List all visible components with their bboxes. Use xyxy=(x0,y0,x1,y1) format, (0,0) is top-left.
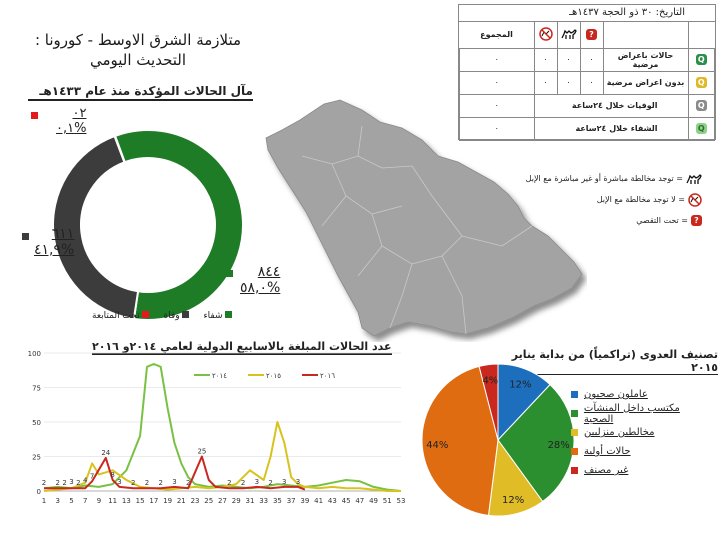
green-case-icon: Q xyxy=(696,54,707,65)
legend-recovery xyxy=(203,311,232,321)
data-label: 2 xyxy=(227,479,232,488)
symptomatic-cell-1: ٠ xyxy=(580,48,603,71)
x-tick-label: 31 xyxy=(245,497,255,505)
recoveries-label: الشفاء خلال ٢٤ساعة xyxy=(534,117,688,140)
pie-legend-swatch xyxy=(571,448,578,455)
x-tick-label: 1 xyxy=(41,497,47,505)
x-tick-label: 45 xyxy=(341,497,351,505)
data-label: 2 xyxy=(158,479,163,488)
pie-legend-item-household xyxy=(571,423,711,442)
x-tick-label: 27 xyxy=(218,497,227,505)
header-icon-cell xyxy=(688,22,715,48)
pie-legend-item-primary xyxy=(571,442,711,461)
asymptomatic-cell-2: ٠ xyxy=(557,71,580,94)
x-tick-label: 47 xyxy=(355,497,365,505)
legend-followup xyxy=(92,311,149,321)
stats-row-asymptomatic xyxy=(460,71,715,94)
pie-legend-item-health-workers xyxy=(571,385,711,404)
deaths-label: الوفيات خلال ٢٤ساعة xyxy=(534,94,688,117)
x-tick-label: 13 xyxy=(121,497,131,505)
x-tick-label: 9 xyxy=(96,497,102,505)
pie-slice-label: 44% xyxy=(426,439,449,451)
x-tick-label: 23 xyxy=(190,497,200,505)
x-tick-label: 15 xyxy=(135,497,145,505)
data-label: 3 xyxy=(172,477,177,486)
legend-label: ٢٠١٥ xyxy=(266,372,282,380)
deaths-icon-cell xyxy=(688,94,715,117)
pie-chart-title: تصنيف العدوى (تراكمياً) من بداية يناير ٢٠١٥ xyxy=(496,348,718,375)
key-camel-row xyxy=(520,168,702,189)
camel-icon xyxy=(686,173,702,185)
asymptomatic-total: ٠ xyxy=(460,71,535,94)
legend-label: ٢٠١٤ xyxy=(212,372,228,380)
x-tick-label: 19 xyxy=(163,497,173,505)
pie-legend-swatch xyxy=(571,391,578,398)
x-tick-label: 51 xyxy=(382,497,392,505)
asymptomatic-icon-cell xyxy=(688,71,715,94)
data-label: 2 xyxy=(131,479,136,488)
followup-swatch xyxy=(31,112,38,119)
data-label: 7 xyxy=(89,472,95,481)
question-icon: ? xyxy=(691,215,702,226)
pie-legend-swatch xyxy=(571,467,578,474)
death-count: ٦١١ xyxy=(51,226,75,242)
pie-legend-swatch xyxy=(571,410,578,417)
title-line-1: متلازمة الشرق الاوسط - كورونا : xyxy=(34,31,242,49)
page-title xyxy=(18,30,258,70)
x-tick-label: 3 xyxy=(55,497,60,505)
death-label xyxy=(34,226,74,258)
data-label: 2 xyxy=(62,479,67,488)
x-tick-label: 11 xyxy=(108,497,118,505)
x-tick-label: 29 xyxy=(231,497,241,505)
pie-legend-text: مخالطين منزليين xyxy=(584,427,655,438)
legend-death xyxy=(163,311,189,321)
x-tick-label: 53 xyxy=(396,497,406,505)
data-label: 2 xyxy=(55,479,60,488)
legend-followup-text: تحت المتابعة xyxy=(92,311,140,321)
x-tick-label: 43 xyxy=(327,497,337,505)
no-camel-icon xyxy=(688,193,702,207)
header-total: المجموع xyxy=(460,22,535,48)
pie-legend-text: حالات أولية xyxy=(584,446,631,457)
stats-table xyxy=(459,22,715,141)
x-tick-label: 33 xyxy=(259,497,269,505)
gray-case-icon: Q xyxy=(696,100,707,111)
followup-label xyxy=(56,106,86,136)
x-tick-label: 37 xyxy=(286,497,296,505)
followup-pct: ٠,١% xyxy=(56,121,87,136)
pie-slice-label: 28% xyxy=(547,439,570,451)
camel-icon xyxy=(561,28,577,40)
y-tick-label: 50 xyxy=(32,419,41,427)
key-investigation-row xyxy=(520,210,702,231)
recoveries-total: ٠ xyxy=(460,117,535,140)
x-tick-label: 7 xyxy=(82,497,88,505)
y-tick-label: 25 xyxy=(32,453,41,462)
recovery-swatch xyxy=(226,270,233,277)
key-no-camel-row xyxy=(520,189,702,210)
asymptomatic-cell-1: ٠ xyxy=(580,71,603,94)
data-label: 4 xyxy=(82,476,88,485)
title-line-2: التحديث اليومي xyxy=(89,51,187,69)
x-tick-label: 49 xyxy=(369,497,378,505)
header-label-cell xyxy=(603,22,688,48)
legend-recovery-swatch xyxy=(225,311,232,318)
pie-legend-text: عاملون صحيون xyxy=(584,389,648,400)
data-label: 3 xyxy=(117,477,122,486)
followup-count: ٠٢ xyxy=(72,106,87,121)
x-tick-label: 39 xyxy=(300,497,310,505)
legend-death-text: وفاة xyxy=(163,311,180,321)
pie-slice-label: 12% xyxy=(502,494,525,506)
question-icon: ? xyxy=(586,29,597,40)
pie-legend-text: غير مصنف xyxy=(584,465,629,476)
icon-key xyxy=(520,168,702,231)
pie-legend xyxy=(571,385,711,480)
pie-slice-label: 4% xyxy=(482,375,499,387)
data-label: 3 xyxy=(282,477,287,486)
x-tick-label: 35 xyxy=(272,497,282,505)
asymptomatic-label: بدون اعراض مرضية xyxy=(603,71,688,94)
data-label: 2 xyxy=(268,479,273,488)
data-label: 2 xyxy=(76,479,81,488)
stats-header-row xyxy=(460,22,715,48)
key-no-camel-text: = لا توجد مخالطة مع الإبل xyxy=(596,195,685,204)
death-swatch xyxy=(22,233,29,240)
legend-followup-swatch xyxy=(142,311,149,318)
infection-classification-pie-chart xyxy=(418,360,578,520)
death-pct: ٤١,٩% xyxy=(34,242,75,258)
y-tick-label: 0 xyxy=(36,488,41,496)
data-label: 3 xyxy=(254,477,260,486)
donut-title: مآل الحالات المؤكدة منذ عام ١٤٣٣هـ xyxy=(28,84,253,101)
legend-recovery-text: شفاء xyxy=(203,311,223,321)
x-tick-label: 21 xyxy=(176,497,186,505)
pie-legend-swatch xyxy=(571,429,578,436)
symptomatic-icon-cell xyxy=(688,48,715,71)
data-label: 25 xyxy=(197,447,207,456)
outcome-donut-chart xyxy=(48,125,248,325)
data-label: 2 xyxy=(41,479,47,488)
data-label: 3 xyxy=(295,477,301,486)
data-label: 2 xyxy=(144,479,150,488)
pie-legend-item-healthcare-acquired xyxy=(571,404,711,423)
key-camel-text: = توجد مخالطة مباشرة أو غير مباشرة مع الإبل xyxy=(525,174,683,183)
x-tick-label: 25 xyxy=(204,497,214,505)
lightgreen-case-icon: Q xyxy=(696,123,707,134)
daily-stats-panel xyxy=(458,4,716,140)
key-investigation-text: = تحت التقصي xyxy=(636,216,688,225)
data-label: 2 xyxy=(240,479,246,488)
symptomatic-cell-2: ٠ xyxy=(557,48,580,71)
deaths-total: ٠ xyxy=(460,94,535,117)
header-investigation xyxy=(580,22,603,48)
legend-label: ٢٠١٦ xyxy=(320,372,336,380)
pie-slice-label: 12% xyxy=(509,379,532,391)
data-label: 8 xyxy=(110,470,115,479)
data-label: 3 xyxy=(69,477,74,486)
header-no-camel xyxy=(534,22,557,48)
x-tick-label: 41 xyxy=(314,497,324,505)
pie-legend-item-unclassified xyxy=(571,461,711,480)
header-camel xyxy=(557,22,580,48)
weekly-cases-line-chart xyxy=(26,345,418,515)
recovery-pct: ٥٨,٠% xyxy=(240,280,281,296)
symptomatic-cell-3: ٠ xyxy=(534,48,557,71)
y-tick-label: 100 xyxy=(27,350,41,358)
donut-legend xyxy=(92,311,232,321)
line-chart-title: عدد الحالات المبلغة بالاسابيع الدولية لعامي ٢٠١٤و ٢٠١٦ xyxy=(92,340,392,353)
symptomatic-total: ٠ xyxy=(460,48,535,71)
asymptomatic-cell-3: ٠ xyxy=(534,71,557,94)
recovery-count: ٨٤٤ xyxy=(257,264,281,280)
x-tick-label: 17 xyxy=(149,497,159,505)
stats-row-symptomatic xyxy=(460,48,715,71)
no-camel-icon xyxy=(539,27,553,41)
stats-row-recoveries xyxy=(460,117,715,140)
y-tick-label: 75 xyxy=(32,384,41,393)
yellow-case-icon: Q xyxy=(696,77,707,88)
symptomatic-label: حالات باعراض مرضية xyxy=(603,48,688,71)
stats-row-deaths xyxy=(460,94,715,117)
x-tick-label: 5 xyxy=(69,497,74,505)
recoveries-icon-cell xyxy=(688,117,715,140)
data-label: 2 xyxy=(185,479,191,488)
data-label: 24 xyxy=(101,448,111,457)
legend-death-swatch xyxy=(182,311,189,318)
report-date: التاريخ: ٣٠ ذو الحجة ١٤٣٧هـ xyxy=(459,5,715,22)
pie-legend-text: مكتسب داخل المنشآت الصحية xyxy=(583,402,680,425)
